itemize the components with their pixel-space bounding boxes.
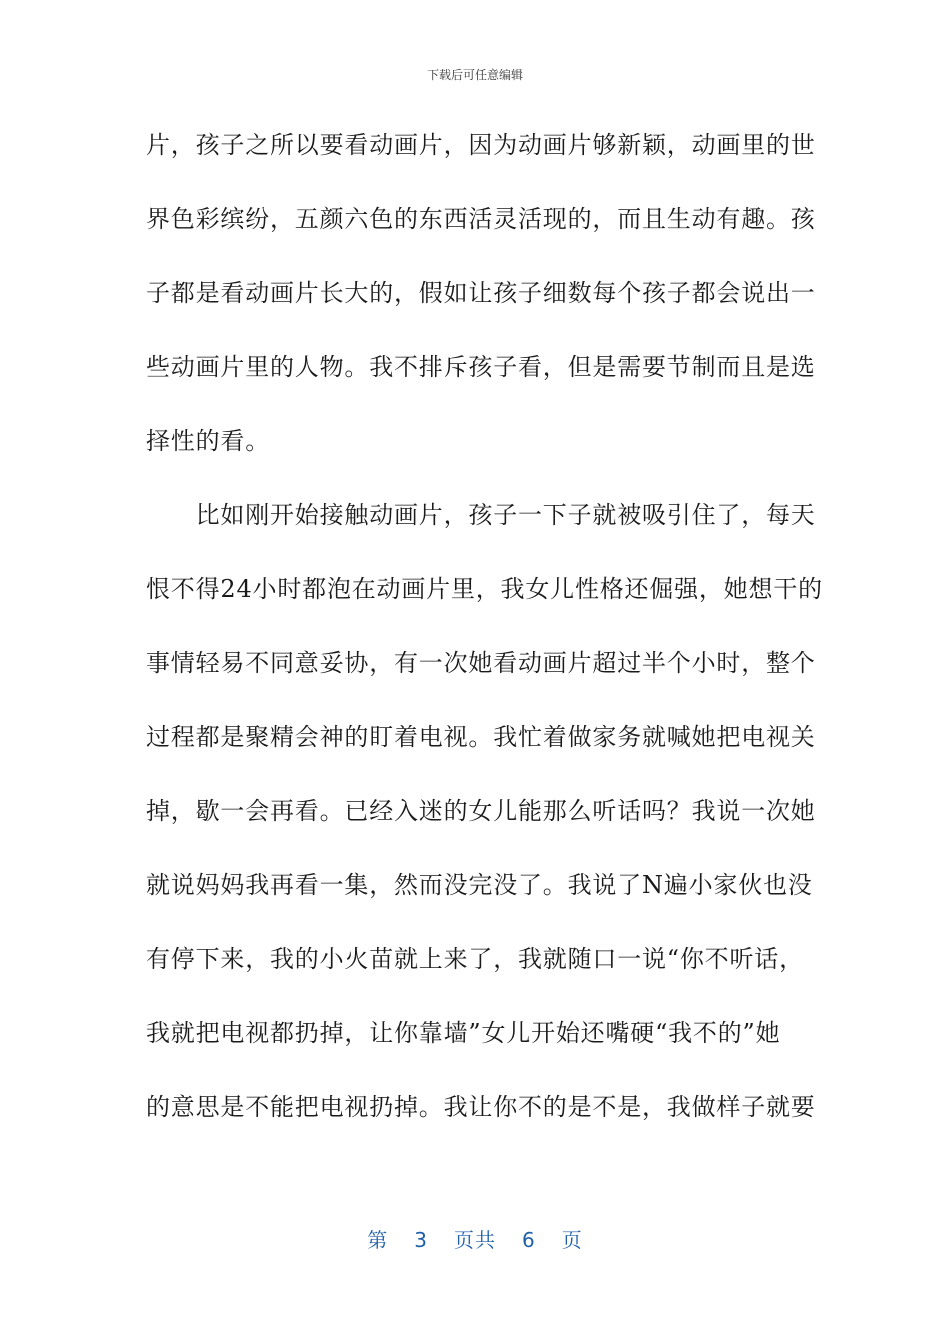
- text-line: 事情轻易不同意妥协，有一次她看动画片超过半个小时，整个: [146, 649, 816, 677]
- text-line: 择性的看。: [146, 427, 270, 455]
- text-line: 片，孩子之所以要看动画片，因为动画片够新颖，动画里的世: [146, 131, 816, 159]
- footer-prefix: 第: [367, 1228, 389, 1252]
- header-note: 下载后可任意编辑: [426, 68, 523, 82]
- text-line: 界色彩缤纷，五颜六色的东西活灵活现的，而且生动有趣。孩: [146, 205, 816, 233]
- text-line: 有停下来，我的小火苗就上来了，我就随口一说“你不听话，: [146, 945, 804, 973]
- current-page-number: 3: [414, 1228, 428, 1252]
- page-header: [0, 66, 950, 83]
- text-line: 掉，歇一会再看。已经入迷的女儿能那么听话吗？我说一次她: [146, 797, 816, 825]
- text-line: 比如刚开始接触动画片，孩子一下子就被吸引住了，每天: [146, 501, 816, 529]
- total-page-count: 6: [522, 1228, 536, 1252]
- text-line: 子都是看动画片长大的，假如让孩子细数每个孩子都会说出一: [146, 279, 816, 307]
- page-number-footer: [0, 1224, 950, 1253]
- text-line: 恨不得24小时都泡在动画片里，我女儿性格还倔强，她想干的: [146, 575, 823, 603]
- text-line: 些动画片里的人物。我不排斥孩子看，但是需要节制而且是选: [146, 353, 816, 381]
- footer-middle: 页共: [454, 1228, 496, 1252]
- footer-suffix: 页: [561, 1228, 583, 1252]
- text-line: 的意思是不能把电视扔掉。我让你不的是不是，我做样子就要: [146, 1093, 816, 1121]
- document-body: [146, 113, 823, 1149]
- text-line: 我就把电视都扔掉，让你靠墙”女儿开始还嘴硬“我不的”她: [146, 1019, 781, 1047]
- text-line: 就说妈妈我再看一集，然而没完没了。我说了N遍小家伙也没: [146, 871, 813, 899]
- text-line: 过程都是聚精会神的盯着电视。我忙着做家务就喊她把电视关: [146, 723, 816, 751]
